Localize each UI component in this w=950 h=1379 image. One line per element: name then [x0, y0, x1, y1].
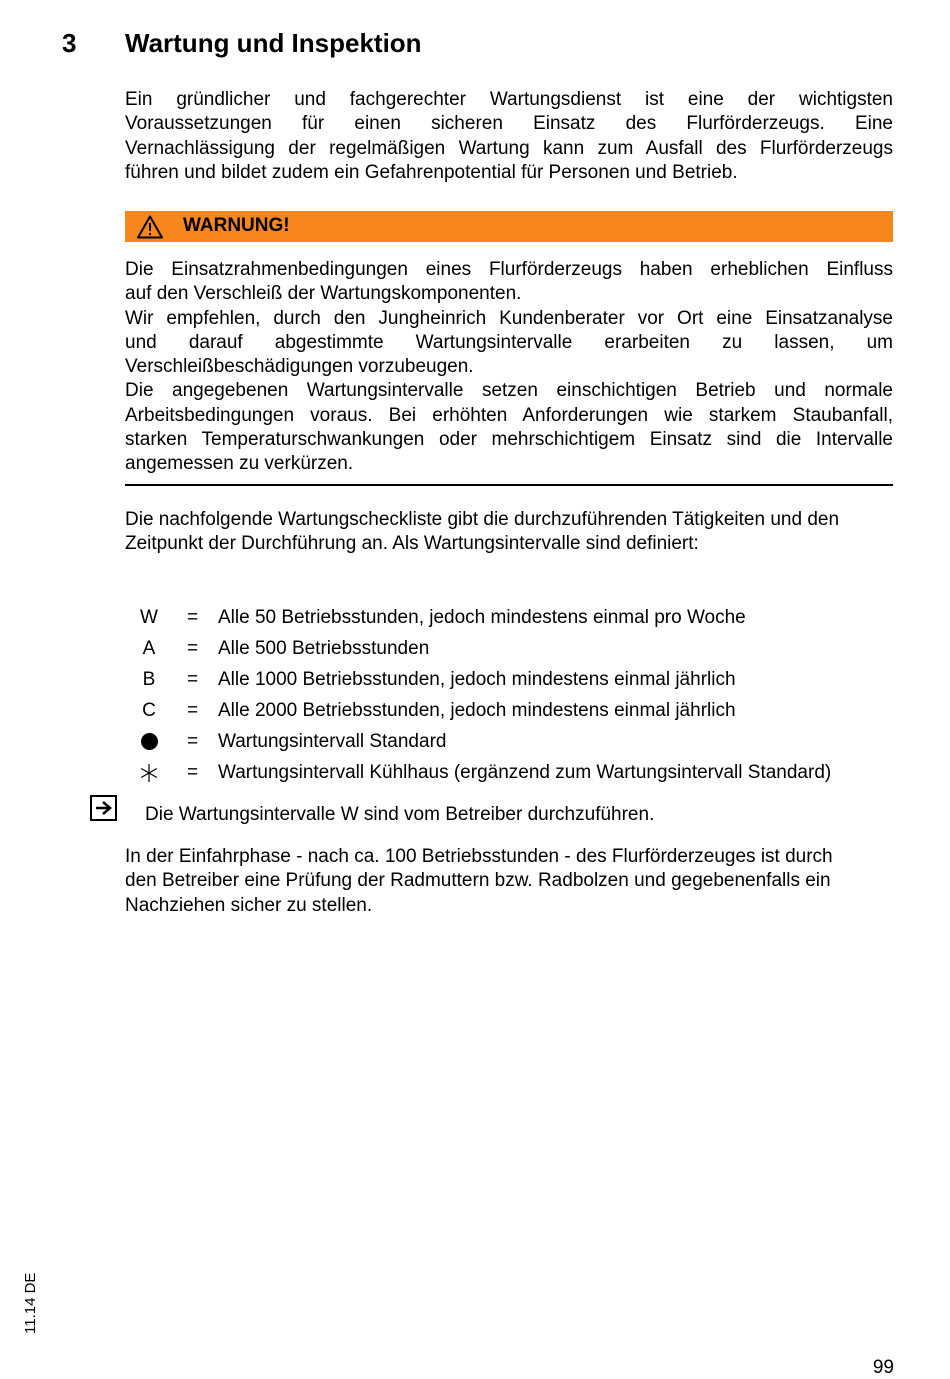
snowflake-icon [139, 763, 159, 783]
warning-line: Arbeitsbedingungen voraus. Bei erhöhten Anforderungen wie starkem Staubanfall, [125, 404, 893, 426]
legend-equals: = [187, 669, 199, 690]
intro-line: führen und bildet zudem ein Gefahrenpotential für Personen und Betrieb. [125, 161, 738, 183]
warning-line: Verschleißbeschädigungen vorzubeugen. [125, 356, 474, 378]
legend-description: Alle 2000 Betriebsstunden, jedoch mindestens einmal jährlich [218, 700, 736, 721]
legend-key: C [142, 700, 156, 721]
intro-line: Voraussetzungen für einen sicheren Einsatz des Flurförderzeugs. Eine [125, 113, 893, 135]
legend-equals: = [187, 638, 199, 659]
legend-key [125, 730, 173, 757]
intervals-intro-line: Die nachfolgende Wartungscheckliste gibt die durchzuführenden Tätigkeiten und den [125, 509, 840, 530]
intro-line: Vernachlässigung der regelmäßigen Wartung kann zum Ausfall des Flurförderzeugs [125, 137, 893, 159]
legend-description: Wartungsintervall Standard [218, 731, 447, 752]
intro-line: Ein gründlicher und fachgerechter Wartungsdienst ist eine der wichtigsten [125, 89, 893, 110]
legend-equals: = [187, 731, 199, 752]
warning-line: und darauf abgestimmte Wartungsintervalle erarbeiten zu lassen, um [125, 331, 893, 353]
legend-equals: = [187, 607, 199, 628]
page-number: 99 [872, 1357, 894, 1378]
intervals-intro-paragraph [125, 508, 893, 557]
section-heading [62, 28, 422, 59]
legend-equals: = [187, 762, 199, 783]
warning-banner [125, 211, 893, 242]
filled-circle-icon [141, 733, 158, 750]
warning-line: auf den Verschleiß der Wartungskomponenten. [125, 283, 522, 305]
warning-line: Die angegebenen Wartungsintervalle setzen einschichtigen Betrieb und normale [125, 380, 893, 402]
warning-label: WARNUNG! [183, 215, 290, 236]
edition-label: 11.14 DE [22, 1272, 39, 1334]
phase-line: Nachziehen sicher zu stellen. [125, 894, 373, 916]
warning-line: Wir empfehlen, durch den Jungheinrich Kundenberater vor Ort eine Einsatzanalyse [125, 307, 893, 329]
legend-key: A [142, 638, 156, 659]
legend-description: Alle 500 Betriebsstunden [218, 638, 430, 659]
arrow-note-icon [90, 795, 117, 821]
warning-line: Die Einsatzrahmenbedingungen eines Flurförderzeugs haben erheblichen Einfluss [125, 259, 893, 280]
legend-description: Alle 1000 Betriebsstunden, jedoch mindestens einmal jährlich [218, 669, 736, 690]
section-number: 3 [62, 28, 77, 58]
legend-key: W [140, 607, 158, 628]
legend-description: Alle 50 Betriebsstunden, jedoch mindestens einmal pro Woche [218, 607, 746, 628]
section-title: Wartung und Inspektion [125, 28, 422, 58]
warning-line: angemessen zu verkürzen. [125, 453, 354, 475]
run-in-phase-paragraph [125, 845, 893, 918]
warning-line: starken Temperaturschwankungen oder mehrschichtigem Einsatz sind die Intervalle [125, 429, 893, 451]
warning-text [125, 258, 893, 477]
warning-triangle-icon [137, 215, 163, 239]
note-text: Die Wartungsintervalle W sind vom Betreiber durchzuführen. [145, 804, 655, 825]
legend-equals: = [187, 700, 199, 721]
legend-key: B [142, 669, 156, 690]
phase-line: In der Einfahrphase - nach ca. 100 Betriebsstunden - des Flurförderzeuges ist durch [125, 846, 833, 867]
legend-key [125, 761, 173, 790]
legend-description: Wartungsintervall Kühlhaus (ergänzend zum Wartungsintervall Standard) [218, 762, 832, 783]
intervals-intro-line: Zeitpunkt der Durchführung an. Als Wartungsintervalle sind definiert: [125, 533, 699, 555]
phase-line: den Betreiber eine Prüfung der Radmuttern bzw. Radbolzen und gegebenenfalls ein [125, 870, 831, 892]
intro-paragraph [125, 88, 893, 185]
warning-end-divider [125, 484, 893, 486]
